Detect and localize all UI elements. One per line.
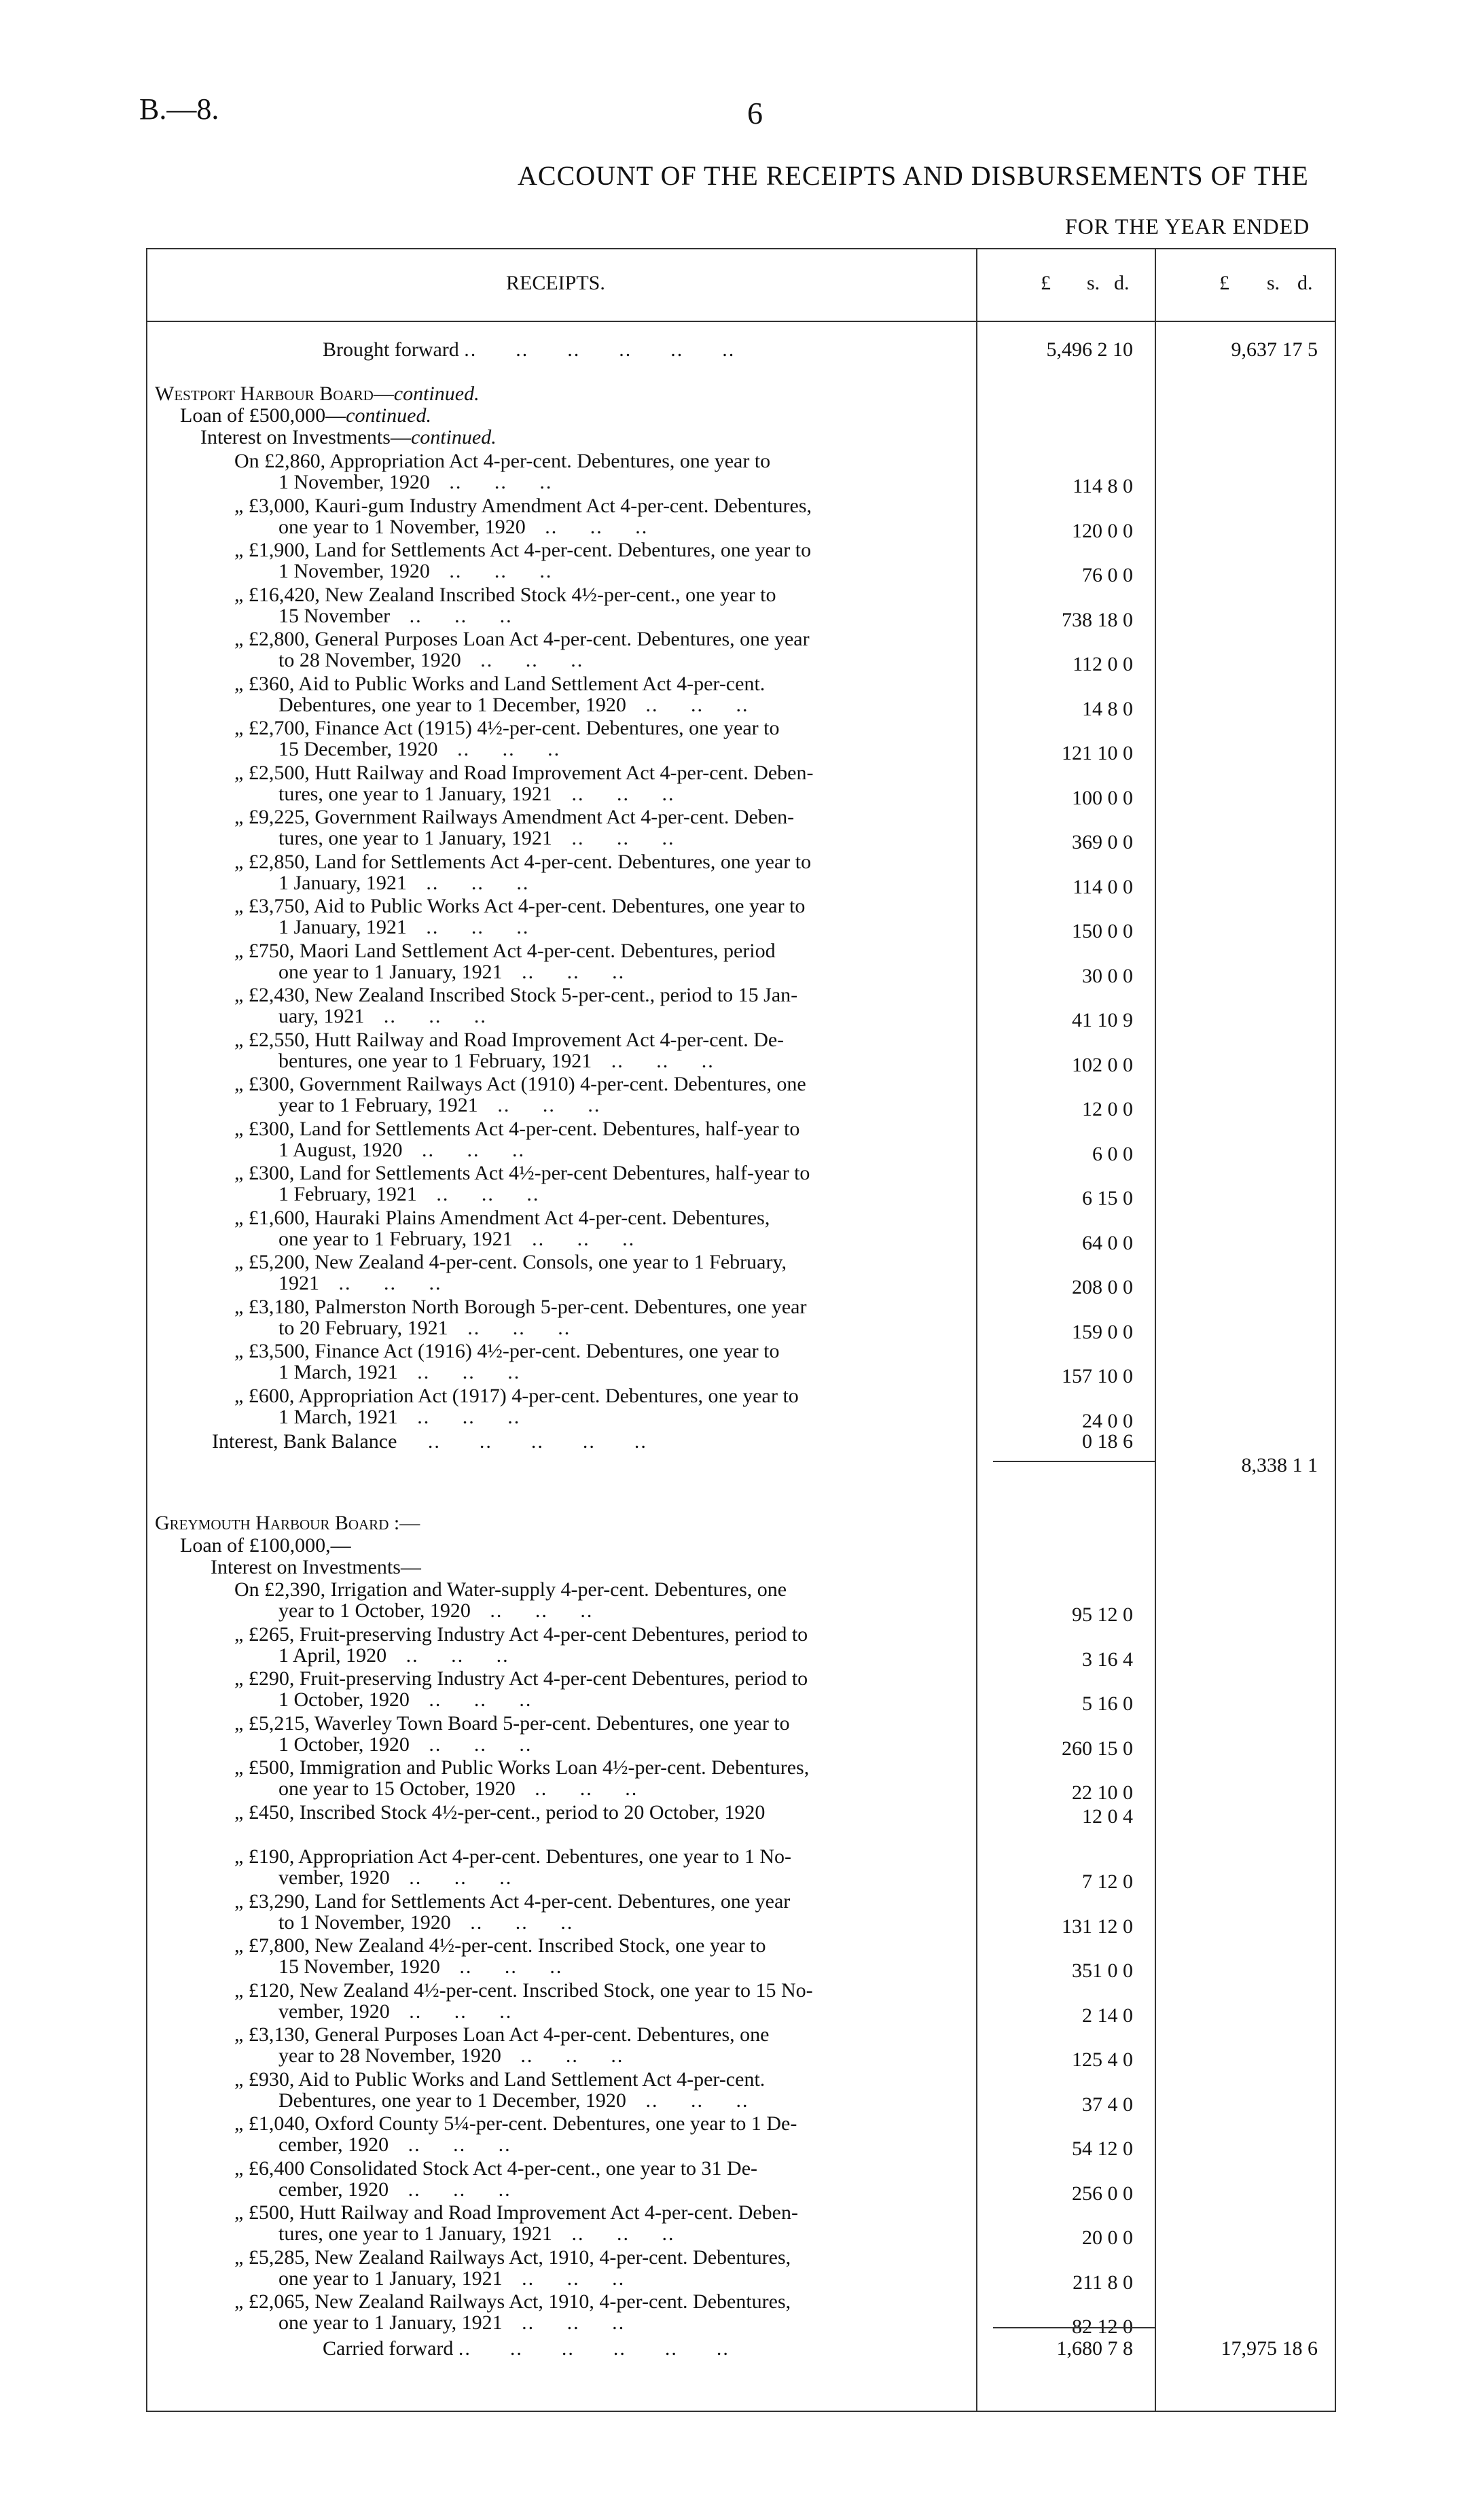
item-line2 [278,1955,562,1978]
item-line1: „ £5,200, New Zealand 4-per-cent. Consols, one year to 1 February, [234,1251,787,1273]
brought-forward-label: Brought forward [323,338,459,361]
item-line1: „ £190, Appropriation Act 4-per-cent. Debentures, one year to 1 No- [234,1845,791,1868]
item-line2-text: Debentures, one year to 1 December, 1920 [278,693,626,716]
item-amount: 112 0 0 [1073,653,1133,675]
item-line2 [278,783,674,806]
item-line2 [278,649,583,672]
item-line1: „ £300, Government Railways Act (1910) 4-per-cent. Debentures, one [234,1073,806,1095]
item-line1: „ £120, New Zealand 4½-per-cent. Inscribed Stock, one year to 15 No- [234,1978,813,2002]
item-amount: 41 10 9 [1072,1009,1133,1031]
header-rule [146,321,1336,322]
item-line2-text: one year to 15 October, 1920 [278,1777,516,1800]
item-line2 [278,1866,512,1889]
item-line2 [278,827,674,850]
table-top-rule [146,248,1336,249]
item-line2 [278,1050,715,1073]
item-amount: 157 10 0 [1062,1365,1133,1387]
leader-dots: .. .. .. [406,916,530,938]
westport-heading-continued: continued. [393,383,480,405]
item-amount: 114 0 0 [1073,875,1133,898]
item-line2 [278,516,648,539]
item-line1: „ £450, Inscribed Stock 4½-per-cent., period to 20 October, 1920 [234,1800,766,1824]
item-line2 [278,1183,539,1206]
item-line1: „ £2,500, Hutt Railway and Road Improvement Act 4-per-cent. Deben- [234,761,814,784]
item-amount: 82 12 0 [1072,2315,1133,2338]
leader-dots: .. .. .. [402,1138,526,1161]
item-amount: 14 8 0 [1082,697,1133,720]
item-line1: „ £16,420, New Zealand Inscribed Stock 4½-per-cent., one year to [234,583,776,606]
item-line1: „ £300, Land for Settlements Act 4-per-cent. Debentures, half-year to [234,1117,800,1140]
item-line2-text: cember, 1920 [278,2133,389,2156]
item-amount: 6 0 0 [1092,1142,1133,1165]
item-amount: 738 18 0 [1062,608,1133,631]
item-line2-text: one year to 1 November, 1920 [278,515,526,538]
item-line1: „ £2,550, Hutt Railway and Road Improvement Act 4-per-cent. De- [234,1028,785,1051]
greymouth-interest: Interest on Investments— [211,1556,421,1578]
column-rule-2 [1155,248,1156,2412]
item-line2 [278,471,552,494]
leader-dots: .. .. .. [448,1316,571,1339]
item-line2 [278,1361,520,1384]
item-amount: 7 12 0 [1082,1870,1133,1893]
col1-pence-header: d. [1114,272,1130,294]
item-line2-text: 15 November, 1920 [278,1955,440,1978]
item-line1: „ £500, Hutt Railway and Road Improvement Act 4-per-cent. Deben- [234,2201,798,2224]
leader-dots: .. .. .. [409,1733,533,1756]
item-amount: 159 0 0 [1072,1320,1133,1343]
carried-forward-row: Carried forward .. .. .. .. .. .. [323,2337,730,2360]
item-line1: „ £930, Aid to Public Works and Land Settlement Act 4-per-cent. [234,2068,766,2091]
item-line2-text: to 28 November, 1920 [278,649,461,671]
greymouth-heading-text: Greymouth Harbour Board :— [155,1512,420,1534]
item-line1: „ £3,750, Aid to Public Works Act 4-per-cent. Debentures, one year to [234,895,806,917]
leader-dots: .. .. .. [626,693,749,716]
greymouth-heading [155,1512,420,1535]
leader-dots: .. .. .. [470,1599,594,1622]
item-amount: 256 0 0 [1072,2182,1133,2205]
westport-heading [155,383,480,406]
item-amount: 125 4 0 [1072,2048,1133,2071]
item-line2-text: vember, 1920 [278,1866,390,1889]
item-line1: „ £360, Aid to Public Works and Land Settlement Act 4-per-cent. [234,672,766,695]
item-line1: „ £600, Appropriation Act (1917) 4-per-cent. Debentures, one year to [234,1384,799,1407]
item-amount: 211 8 0 [1073,2271,1133,2294]
westport-bank-balance-label: Interest, Bank Balance [212,1430,397,1453]
item-line1: „ £265, Fruit-preserving Industry Act 4-per-cent Debentures, period to [234,1622,808,1646]
leader-dots: .. .. .. [478,1094,601,1116]
item-line2 [278,872,529,895]
item-line2-text: tures, one year to 1 January, 1921 [278,2222,552,2245]
item-line2-text: 1 April, 1920 [278,1644,387,1667]
item-line2-text: year to 1 February, 1921 [278,1094,478,1116]
leader-dots: .. .. .. [592,1049,715,1072]
item-line2-text: bentures, one year to 1 February, 1921 [278,1049,592,1072]
item-line2-text: year to 1 October, 1920 [278,1599,471,1622]
leader-dots: .. .. .. [406,871,530,894]
leader-dots: .. .. .. [501,2044,624,2067]
item-line2 [278,1317,571,1340]
item-line2-text: one year to 1 February, 1921 [278,1227,513,1250]
leader-dots: .. .. .. [626,2089,749,2112]
item-line2-text: uary, 1921 [278,1005,365,1027]
item-line2-text: one year to 1 January, 1921 [278,960,503,983]
table-bottom-rule [146,2411,1336,2412]
item-amount: 20 0 0 [1082,2226,1133,2249]
item-line2 [278,2044,624,2068]
leader-dots: .. .. .. [502,960,626,983]
item-line2 [278,1644,509,1667]
item-amount: 54 12 0 [1072,2137,1133,2160]
item-line1: „ £3,500, Finance Act (1916) 4½-per-cent. Debentures, one year to [234,1340,780,1362]
item-amount: 6 15 0 [1082,1187,1133,1209]
item-line2-text: 15 December, 1920 [278,738,438,760]
item-line2 [278,605,513,628]
brought-forward-row: Brought forward .. .. .. .. .. .. [323,338,736,361]
item-line2 [278,1005,487,1028]
item-line2-text: to 1 November, 1920 [278,1911,451,1934]
item-line2-text: year to 28 November, 1920 [278,2044,501,2067]
item-line2 [278,1777,638,1800]
item-amount: 76 0 0 [1082,564,1133,586]
item-line2-text: 1 March, 1921 [278,1361,398,1383]
leader-dots: .. .. .. [409,1688,533,1711]
item-amount: 121 10 0 [1062,742,1133,764]
item-line2-text: 1 March, 1921 [278,1405,398,1428]
item-line2-text: 1 October, 1920 [278,1733,410,1756]
item-line2-text: 1 October, 1920 [278,1688,410,1711]
leader-dots: .. .. .. [439,1955,563,1978]
greymouth-loan: Loan of £100,000,— [180,1534,351,1557]
item-line2-text: cember, 1920 [278,2178,389,2201]
westport-heading-text: Westport Harbour Board— [155,383,394,405]
col2-pence-header: d. [1297,272,1313,294]
item-line1: „ £3,290, Land for Settlements Act 4-per-cent. Debentures, one year [234,1889,791,1913]
item-line1: „ £2,430, New Zealand Inscribed Stock 5-per-cent., period to 15 Jan- [234,984,798,1006]
item-amount: 95 12 0 [1072,1603,1133,1626]
item-amount: 150 0 0 [1072,920,1133,942]
item-line1: „ £300, Land for Settlements Act 4½-per-cent Debentures, half-year to [234,1162,810,1184]
item-line2 [278,560,552,583]
item-line2-text: 1 January, 1921 [278,871,407,894]
leader-dots: .. .. .. [450,1911,574,1934]
item-amount: 37 4 0 [1082,2093,1133,2116]
item-line1: „ £290, Fruit-preserving Industry Act 4-per-cent Debentures, period to [234,1667,808,1690]
leader-dots: .. .. .. [390,604,513,627]
item-line2 [278,961,625,984]
westport-bank-balance-row: Interest, Bank Balance .. .. .. .. .. [212,1430,647,1453]
item-amount: 260 15 0 [1062,1737,1133,1760]
item-line2 [278,2267,625,2290]
page-number: 6 [747,96,763,130]
item-amount: 114 8 0 [1073,475,1133,497]
item-line2 [278,2311,625,2335]
item-line2 [278,2178,511,2201]
leader-dots: .. .. .. [525,515,649,538]
leader-dots: .. .. .. [397,1361,521,1383]
col1-shillings-header: s. [1087,272,1100,294]
westport-interest [200,426,497,449]
item-line2 [278,1911,573,1934]
westport-sum-rule [993,1461,1156,1462]
item-line1: „ £2,065, New Zealand Railways Act, 1910, 4-per-cent. Debentures, [234,2290,791,2313]
item-line1: „ £1,900, Land for Settlements Act 4-per-cent. Debentures, one year to [234,539,812,561]
item-amount: 131 12 0 [1062,1915,1133,1938]
leader-dots: .. .. .. [389,2133,511,2156]
item-line1: On £2,860, Appropriation Act 4-per-cent. Debentures, one year to [234,450,771,472]
item-amount: 102 0 0 [1072,1053,1133,1076]
item-line1: „ £9,225, Government Railways Amendment Act 4-per-cent. Deben- [234,806,795,828]
westport-bank-balance-amount: 0 18 6 [1082,1430,1133,1453]
item-line1: „ £3,180, Palmerston North Borough 5-per-cent. Debentures, one year [234,1295,807,1318]
col2-pounds-header: £ [1219,272,1229,294]
item-line2-text: vember, 1920 [278,2000,390,2023]
leader-dots: .. .. .. [437,738,561,760]
item-line2-text: Debentures, one year to 1 December, 1920 [278,2089,626,2112]
item-line2-text: 1921 [278,1272,319,1294]
item-line2-text: 1 February, 1921 [278,1183,417,1205]
item-line2 [278,916,529,939]
leader-dots: .. .. .. [512,1227,636,1250]
item-amount: 12 0 0 [1082,1098,1133,1120]
page-title-text: ACCOUNT OF THE RECEIPTS AND DISBURSEMENTS OF THE [518,160,1309,191]
item-amount: 22 10 0 [1072,1781,1133,1804]
left-rule [146,248,147,2412]
item-line1: „ £2,800, General Purposes Loan Act 4-per-cent. Debentures, one year [234,628,810,650]
item-line1: „ £1,600, Hauraki Plains Amendment Act 4-per-cent. Debentures, [234,1206,770,1229]
leader-dots: .. .. .. [416,1183,540,1205]
item-amount: 100 0 0 [1072,786,1133,809]
right-rule [1335,248,1336,2412]
column-rule-1 [976,248,977,2412]
leader-dots: .. .. .. [429,560,553,582]
item-line1: On £2,390, Irrigation and Water-supply 4-per-cent. Debentures, one [234,1578,787,1601]
item-line2 [278,1272,442,1295]
item-line2-text: 1 November, 1920 [278,560,430,582]
item-line2-text: to 20 February, 1921 [278,1316,448,1339]
item-amount: 2 14 0 [1082,2004,1133,2027]
item-line2-text: tures, one year to 1 January, 1921 [278,827,552,849]
brought-forward-amount1: 5,496 2 10 [1046,338,1133,361]
item-line2 [278,1406,520,1429]
page-title [518,160,1309,192]
item-line2 [278,694,749,717]
item-line1: „ £7,800, New Zealand 4½-per-cent. Inscribed Stock, one year to [234,1934,766,1957]
page-subtitle: FOR THE YEAR ENDED [1065,214,1310,238]
westport-loan-text: Loan of £500,000— [180,404,346,427]
item-line2 [278,1599,593,1622]
leader-dots: .. .. .. [552,827,675,849]
item-line2-text: 1 January, 1921 [278,916,407,938]
item-line2 [278,1094,600,1117]
item-line2-text: 1 August, 1920 [278,1138,403,1161]
item-line2-text: tures, one year to 1 January, 1921 [278,782,552,805]
item-line1: „ £500, Immigration and Public Works Loan 4½-per-cent. Debentures, [234,1756,810,1779]
item-line1: „ £2,850, Land for Settlements Act 4-per-cent. Debentures, one year to [234,850,812,873]
leader-dots: .. .. .. [389,2000,513,2023]
item-amount: 64 0 0 [1082,1231,1133,1254]
item-amount: 24 0 0 [1082,1409,1133,1432]
westport-interest-text: Interest on Investments— [200,426,411,448]
item-line1: „ £3,000, Kauri-gum Industry Amendment Act 4-per-cent. Debentures, [234,494,812,517]
leader-dots: .. .. .. [389,1866,513,1889]
westport-loan [180,404,431,427]
item-line2 [278,2089,749,2112]
item-line1: „ £1,040, Oxford County 5¼-per-cent. Debentures, one year to 1 De- [234,2112,797,2135]
leader-dots: .. .. .. [552,2222,675,2245]
item-amount: 5 16 0 [1082,1692,1133,1715]
item-amount: 30 0 0 [1082,964,1133,987]
col1-pounds-header: £ [1041,272,1051,294]
item-amount: 12 0 4 [1082,1805,1133,1828]
carried-forward-amount1: 1,680 7 8 [1056,2337,1133,2360]
leader-dots: .. .. .. [319,1272,442,1294]
item-line1: „ £750, Maori Land Settlement Act 4-per-cent. Debentures, period [234,939,776,962]
leader-dots: .. .. .. [386,1644,509,1667]
leader-dots: .. .. .. [429,471,553,493]
westport-total: 8,338 1 1 [1241,1454,1318,1476]
item-line2 [278,738,560,761]
leader-dots: .. .. .. [461,649,584,671]
item-line1: „ £3,130, General Purposes Loan Act 4-per-cent. Debentures, one [234,2023,770,2046]
leader-dots: .. .. .. [364,1005,487,1027]
leader-dots: .. .. .. [502,2267,626,2290]
leader-dots: .. .. .. [552,782,675,805]
item-line2 [278,2133,511,2157]
col2-shillings-header: s. [1267,272,1280,294]
item-line1: „ £5,285, New Zealand Railways Act, 1910, 4-per-cent. Debentures, [234,2246,791,2269]
document-reference: B.—8. [139,92,219,126]
leader-dots: .. .. .. [515,1777,638,1800]
item-line1: „ £2,700, Finance Act (1915) 4½-per-cent. Debentures, one year to [234,717,780,739]
westport-loan-continued: continued. [346,404,431,427]
item-line2-text: 1 November, 1920 [278,471,430,493]
carried-forward-amount2: 17,975 18 6 [1221,2337,1318,2360]
westport-interest-continued: continued. [410,426,497,448]
item-amount: 351 0 0 [1072,1959,1133,1982]
item-line2 [278,1733,532,1756]
item-line2 [278,1228,635,1251]
item-line2-text: one year to 1 January, 1921 [278,2311,503,2334]
item-line1: „ £6,400 Consolidated Stock Act 4-per-cent., one year to 31 De- [234,2157,758,2180]
item-amount: 369 0 0 [1072,831,1133,853]
item-amount: 208 0 0 [1072,1276,1133,1298]
item-line2 [278,2222,674,2246]
brought-forward-amount2: 9,637 17 5 [1231,338,1318,361]
item-line2 [278,1688,532,1711]
item-amount: 120 0 0 [1072,519,1133,542]
receipts-header: RECEIPTS. [506,272,605,294]
item-amount: 3 16 4 [1082,1648,1133,1671]
carried-forward-label: Carried forward [323,2337,454,2360]
item-line1: „ £5,215, Waverley Town Board 5-per-cent. Debentures, one year to [234,1711,790,1735]
item-line2-text: 15 November [278,604,391,627]
item-line2 [278,1139,525,1162]
leader-dots: .. .. .. [397,1405,521,1428]
carried-forward-sum-rule [993,2327,1156,2328]
item-line2 [278,2000,512,2023]
leader-dots: .. .. .. [502,2311,626,2334]
leader-dots: .. .. .. [389,2178,511,2201]
item-line2-text: one year to 1 January, 1921 [278,2267,503,2290]
